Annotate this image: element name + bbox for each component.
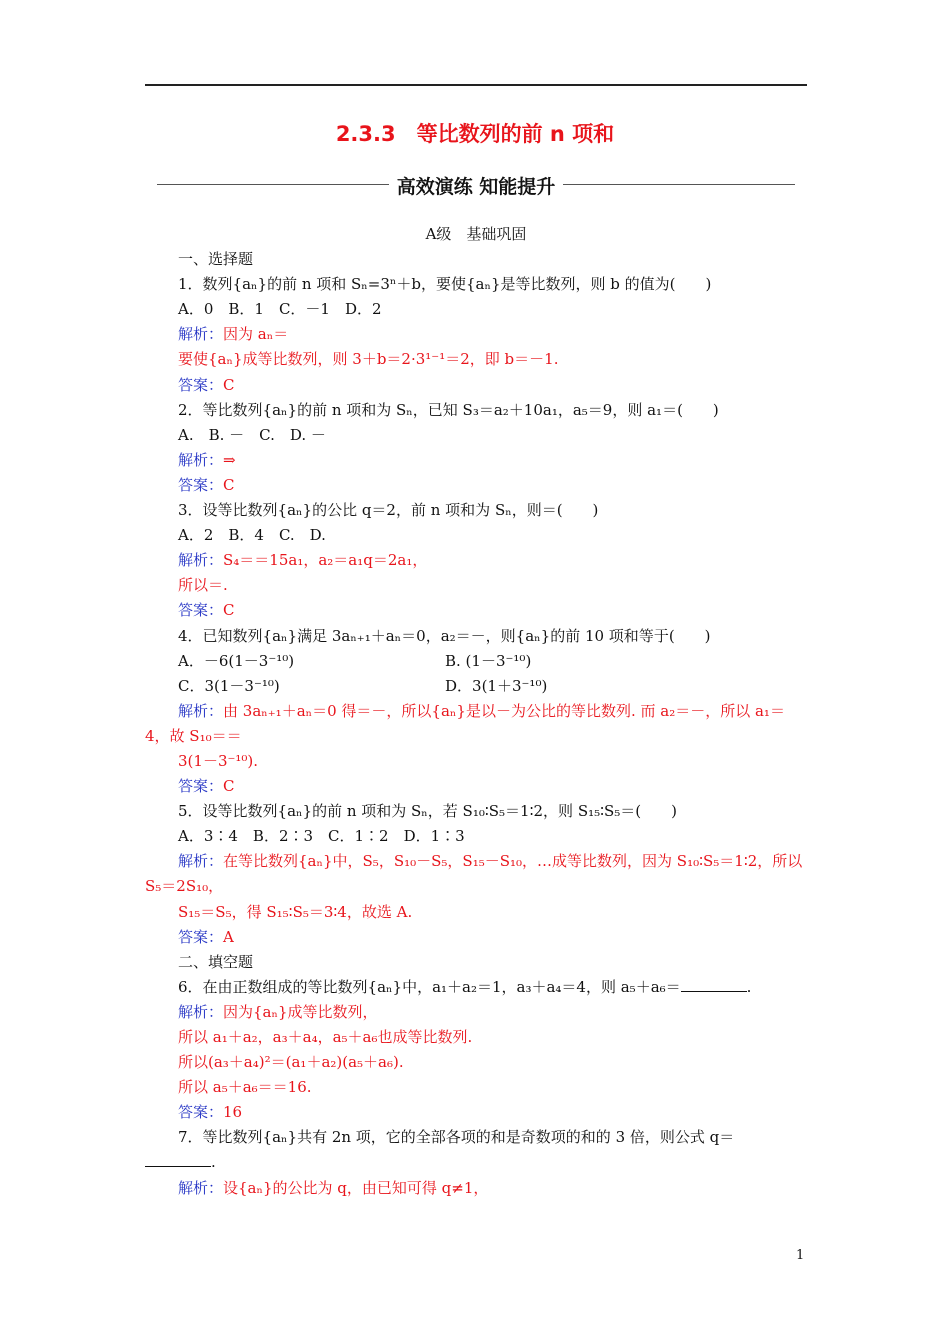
section-subtitle: 高效演练 知能提升 <box>396 176 556 198</box>
page-title: 2.3.3 等比数列的前 n 项和 <box>335 122 615 146</box>
line-text: 16 <box>223 1103 243 1122</box>
answer-label: 答案： <box>178 475 224 494</box>
text-line <box>145 473 807 498</box>
text-line <box>145 247 807 272</box>
text-line <box>145 1075 807 1100</box>
line-text: C <box>223 375 235 394</box>
text-line <box>145 548 807 573</box>
subtitle-left-rule <box>157 184 389 185</box>
subtitle-right-rule <box>563 184 795 185</box>
document-body <box>145 222 807 1201</box>
answer-label: 答案： <box>178 777 224 796</box>
text-line <box>145 448 807 473</box>
text-line <box>145 950 807 975</box>
line-text: 所以(a₃＋a₄)²＝(a₁＋a₂)(a₅＋a₆). <box>178 1053 404 1072</box>
line-text: C <box>223 475 235 494</box>
line-text: 3(1－3⁻¹⁰). <box>178 751 259 770</box>
text-line <box>145 849 807 874</box>
text-line <box>145 624 807 649</box>
text-line <box>145 799 807 824</box>
text-line <box>145 975 807 1000</box>
text-line <box>145 322 807 347</box>
text-line <box>145 649 807 674</box>
line-text: S₁₅＝S₅，得 S₁₅∶S₅＝3∶4，故选 A. <box>178 902 413 921</box>
line-text: A．－6(1－3⁻¹⁰) <box>178 651 295 670</box>
line-text: 设{aₙ}的公比为 q，由已知可得 q≠1， <box>223 1178 489 1197</box>
line-text: C <box>223 777 235 796</box>
line-tail: . <box>746 977 752 996</box>
answer-label: 答案： <box>178 1103 224 1122</box>
subtitle-row <box>145 172 807 198</box>
option-right-column: B. (1－3⁻¹⁰) <box>445 651 532 670</box>
text-line <box>145 674 807 699</box>
text-line <box>145 699 807 724</box>
line-text: A. B. － C. D. － <box>178 425 326 444</box>
line-text: 所以 a₅＋a₆＝＝16. <box>178 1078 312 1097</box>
line-text: C <box>223 601 235 620</box>
option-right-column: D．3(1＋3⁻¹⁰) <box>445 676 548 695</box>
analysis-label: 解析： <box>178 1178 224 1197</box>
line-text: 4，故 S₁₀＝＝ <box>145 726 242 745</box>
analysis-label: 解析： <box>178 325 224 344</box>
text-line <box>145 1100 807 1125</box>
analysis-label: 解析： <box>178 1002 224 1021</box>
line-text: A级 基础巩固 <box>425 225 527 243</box>
text-line <box>145 398 807 423</box>
text-line <box>145 498 807 523</box>
line-text: 所以 a₁＋a₂，a₃＋a₄，a₅＋a₆也成等比数列. <box>178 1028 473 1046</box>
line-text: 2．等比数列{aₙ}的前 n 项和为 Sₙ，已知 S₃＝a₂＋10a₁，a₅＝9，则 a₁＝( ) <box>178 400 719 419</box>
text-line <box>145 749 807 774</box>
line-text: 3．设等比数列{aₙ}的公比 q＝2，前 n 项和为 Sₙ，则＝( ) <box>178 501 599 520</box>
answer-label: 答案： <box>178 375 224 394</box>
answer-label: 答案： <box>178 927 224 946</box>
page-number: 1 <box>796 1248 805 1263</box>
line-text: A．0 B．1 C．－1 D．2 <box>178 300 382 319</box>
line-text: S₄＝＝15a₁，a₂＝a₁q＝2a₁， <box>223 551 428 570</box>
text-line <box>145 573 807 598</box>
text-line <box>145 900 807 925</box>
analysis-label: 解析： <box>178 852 224 871</box>
line-text: 4．已知数列{aₙ}满足 3aₙ₊₁＋aₙ＝0，a₂＝－，则{aₙ}的前 10 项和等于( ) <box>178 626 711 645</box>
line-text: 因为{aₙ}成等比数列， <box>223 1002 378 1021</box>
analysis-label: 解析： <box>178 551 224 570</box>
fill-in-blank <box>145 1152 211 1167</box>
text-line <box>145 423 807 448</box>
text-line <box>145 598 807 623</box>
text-line <box>145 523 807 548</box>
line-text: 因为 aₙ＝ <box>223 325 289 344</box>
top-rule <box>145 84 807 86</box>
analysis-label: 解析： <box>178 701 224 720</box>
text-line <box>145 724 807 749</box>
line-text: 在等比数列{aₙ}中，S₅，S₁₀－S₅，S₁₅－S₁₀，…成等比数列，因为 S₁₀∶S₅＝1∶2，所以 <box>223 852 803 871</box>
line-text: C．3(1－3⁻¹⁰) <box>178 676 280 695</box>
line-text: 二、填空题 <box>178 952 254 971</box>
text-line <box>145 925 807 950</box>
text-line <box>145 272 807 297</box>
text-line <box>145 1125 807 1150</box>
text-line <box>145 1150 807 1175</box>
text-line <box>145 1176 807 1201</box>
text-line <box>145 774 807 799</box>
line-text: 6．在由正数组成的等比数列{aₙ}中，a₁＋a₂＝1，a₃＋a₄＝4，则 a₅＋a₆＝ <box>178 977 681 996</box>
analysis-label: 解析： <box>178 450 224 469</box>
line-text: 所以＝. <box>178 576 228 595</box>
line-text: A <box>223 927 234 946</box>
fill-in-blank <box>681 977 747 992</box>
line-text: 7．等比数列{aₙ}共有 2n 项，它的全部各项的和是奇数项的和的 3 倍，则公式 q＝ <box>178 1128 735 1147</box>
answer-label: 答案： <box>178 601 224 620</box>
line-text: S₅＝2S₁₀， <box>145 877 224 896</box>
line-text: A．3∶4 B．2∶3 C．1∶2 D．1∶3 <box>178 827 465 846</box>
line-tail: . <box>211 1153 216 1172</box>
line-text: A．2 B．4 C. D. <box>178 526 326 545</box>
text-line <box>145 1050 807 1075</box>
text-line <box>145 1025 807 1050</box>
text-line <box>145 874 807 899</box>
line-text: 5．设等比数列{aₙ}的前 n 项和为 Sₙ，若 S₁₀∶S₅＝1∶2，则 S₁₅∶S₅＝( ) <box>178 802 678 821</box>
text-line <box>145 347 807 372</box>
line-text: 1．数列{aₙ}的前 n 项和 Sₙ=3ⁿ＋b，要使{aₙ}是等比数列，则 b 的值为( ) <box>178 275 712 294</box>
text-line <box>145 824 807 849</box>
text-line <box>145 373 807 398</box>
line-text: 一、选择题 <box>178 250 254 269</box>
line-text: 由 3aₙ₊₁＋aₙ＝0 得＝－，所以{aₙ}是以－为公比的等比数列. 而 a₂＝－，所以 a₁＝ <box>223 701 785 720</box>
text-line <box>145 297 807 322</box>
text-line <box>145 1000 807 1025</box>
line-text: 要使{aₙ}成等比数列，则 3＋b＝2·3¹⁻¹＝2，即 b＝－1. <box>178 350 559 369</box>
text-line <box>145 222 807 247</box>
line-text: ⇒ <box>223 450 236 469</box>
